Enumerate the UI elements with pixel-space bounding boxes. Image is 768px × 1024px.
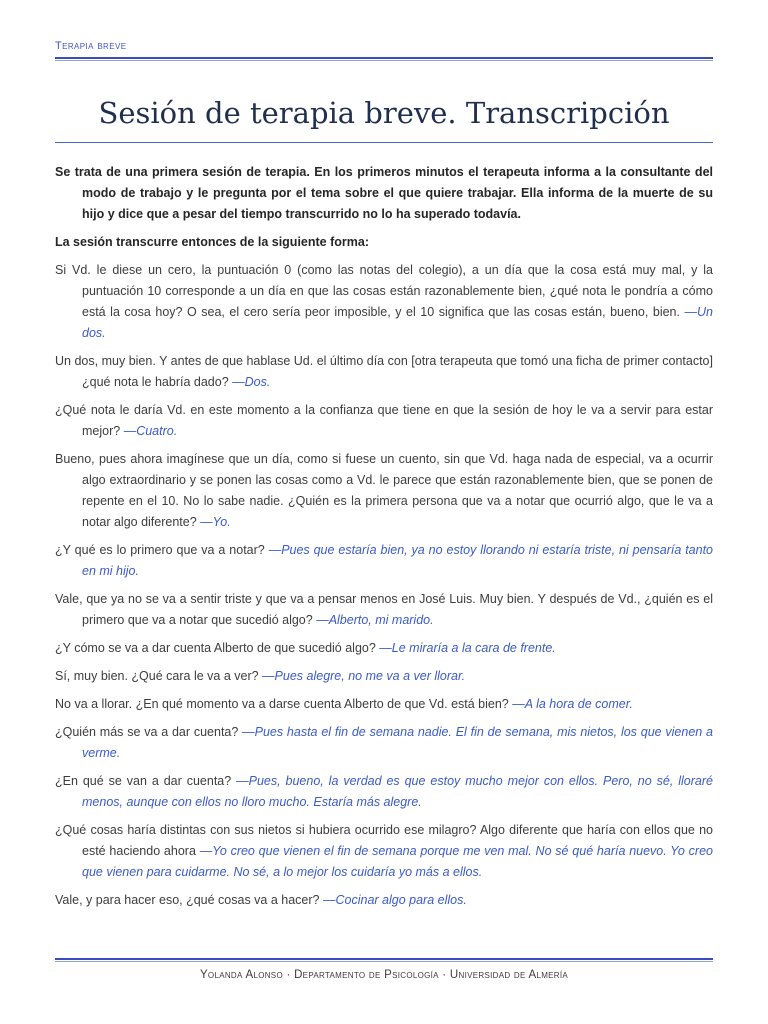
therapist-text: No va a llorar. ¿En qué momento va a darse cuenta Alberto de que Vd. está bien? xyxy=(55,697,513,711)
therapist-text: Vale, y para hacer eso, ¿qué cosas va a hacer? xyxy=(55,893,323,907)
intro-summary: Se trata de una primera sesión de terapia. En los primeros minutos el terapeuta informa a la consultante del modo de trabajo y le pregunta por el tema sobre el que quiere trabajar. Ella informa de la muerte de su hijo y dice que a pesar del tiempo transcurrido no lo ha superado todavía. xyxy=(55,165,713,221)
running-header-title: Terapia breve xyxy=(55,40,127,52)
page-content xyxy=(55,0,713,918)
client-text: —Cuatro. xyxy=(123,424,178,438)
client-text: —Le miraría a la cara de frente. xyxy=(379,641,556,655)
running-header xyxy=(55,40,713,57)
intro-lead-in: La sesión transcurre entonces de la siguiente forma: xyxy=(55,235,369,249)
therapist-text: ¿Y qué es lo primero que va a notar? xyxy=(55,543,269,557)
footer-rule xyxy=(55,958,713,960)
therapist-text: ¿Quién más se va a dar cuenta? xyxy=(55,725,243,739)
dialogue-paragraph xyxy=(55,890,713,911)
footer-rule-shadow xyxy=(55,961,713,962)
dialogue-paragraph xyxy=(55,449,713,533)
dialogue-paragraph xyxy=(55,694,713,715)
therapist-text: ¿Y cómo se va a dar cuenta Alberto de que sucedió algo? xyxy=(55,641,380,655)
therapist-text: ¿Qué nota le daría Vd. en este momento a la confianza que tiene en que la sesión de hoy le va a servir para estar mejor? xyxy=(55,403,713,438)
therapist-text: Si Vd. le diese un cero, la puntuación 0 (como las notas del colegio), a un día que la cosa está muy mal, y la puntuación 10 corresponde a un día en que las cosas están razonablemente bien, ¿qué nota le pondría a cómo está la cosa hoy? O sea, el cero sería peor imposible, y el 10 significa que las cosas están, bueno, bien. xyxy=(55,263,713,319)
dialogue-paragraph xyxy=(55,589,713,631)
therapist-text: Sí, muy bien. ¿Qué cara le va a ver? xyxy=(55,669,263,683)
client-text: —Alberto, mi marido. xyxy=(316,613,434,627)
client-text: —Yo. xyxy=(200,515,231,529)
client-text: —Dos. xyxy=(232,375,271,389)
client-text: —Pues alegre, no me va a ver llorar. xyxy=(262,669,466,683)
dialogue-paragraph xyxy=(55,820,713,883)
client-text: —Yo creo que vienen el fin de semana porque me ven mal. No sé qué haría nuevo. Yo creo que vienen para cuidarme. No sé, a lo mejor los cuidaría yo más a ellos. xyxy=(82,844,713,879)
therapist-text: Un dos, muy bien. Y antes de que hablase Ud. el último día con [otra terapeuta que tomó una ficha de primer contacto] ¿qué nota le habría dado? xyxy=(55,354,713,389)
page-footer xyxy=(55,958,713,981)
dialogue-paragraph xyxy=(55,771,713,813)
client-text: —A la hora de comer. xyxy=(512,697,633,711)
client-text: —Pues, bueno, la verdad es que estoy mucho mejor con ellos. Pero, no sé, lloraré menos, aunque con ellos no lloro mucho. Estaría más alegre. xyxy=(82,774,713,809)
dialogue-paragraph xyxy=(55,351,713,393)
dialogue-paragraph xyxy=(55,722,713,764)
therapist-text: ¿Qué cosas haría distintas con sus nietos si hubiera ocurrido ese milagro? Algo diferente que haría con ellos que no esté haciendo ahora xyxy=(55,823,713,858)
footer-credit: Yolanda Alonso · Departamento de Psicología · Universidad de Almería xyxy=(199,969,569,981)
dialogue-paragraph xyxy=(55,540,713,582)
therapist-text: Bueno, pues ahora imagínese que un día, como si fuese un cuento, sin que Vd. haga nada de especial, va a ocurrir algo extraordinario y se ponen las cosas como a Vd. le parece que están razonablemente bien, que se ponen de repente en el 10. No lo sabe nadie. ¿Quién es la primera persona que va a notar que ocurrió algo, que le va a notar algo diferente? xyxy=(55,452,713,529)
title-rule xyxy=(55,142,713,143)
therapist-text: Vale, que ya no se va a sentir triste y que va a pensar menos en José Luis. Muy bien. Y después de Vd., ¿quién es el primero que va a notar que sucedió algo? xyxy=(55,592,713,627)
page-title: Sesión de terapia breve. Transcripción xyxy=(98,96,670,130)
dialogue-paragraph xyxy=(55,638,713,659)
dialogue-paragraph xyxy=(55,400,713,442)
dialogue-paragraph xyxy=(55,260,713,344)
header-rule xyxy=(55,57,713,59)
client-text: —Un dos. xyxy=(82,305,713,340)
transcript-body xyxy=(55,162,713,911)
therapist-text: ¿En qué se van a dar cuenta? xyxy=(55,774,237,788)
dialogue-paragraph xyxy=(55,666,713,687)
client-text: —Pues hasta el fin de semana nadie. El fin de semana, mis nietos, los que vienen a verme. xyxy=(82,725,713,760)
client-text: —Cocinar algo para ellos. xyxy=(322,893,467,907)
header-rule-shadow xyxy=(55,60,713,61)
client-text: —Pues que estaría bien, ya no estoy llorando ni estaría triste, ni pensaría tanto en mi hijo. xyxy=(82,543,714,578)
